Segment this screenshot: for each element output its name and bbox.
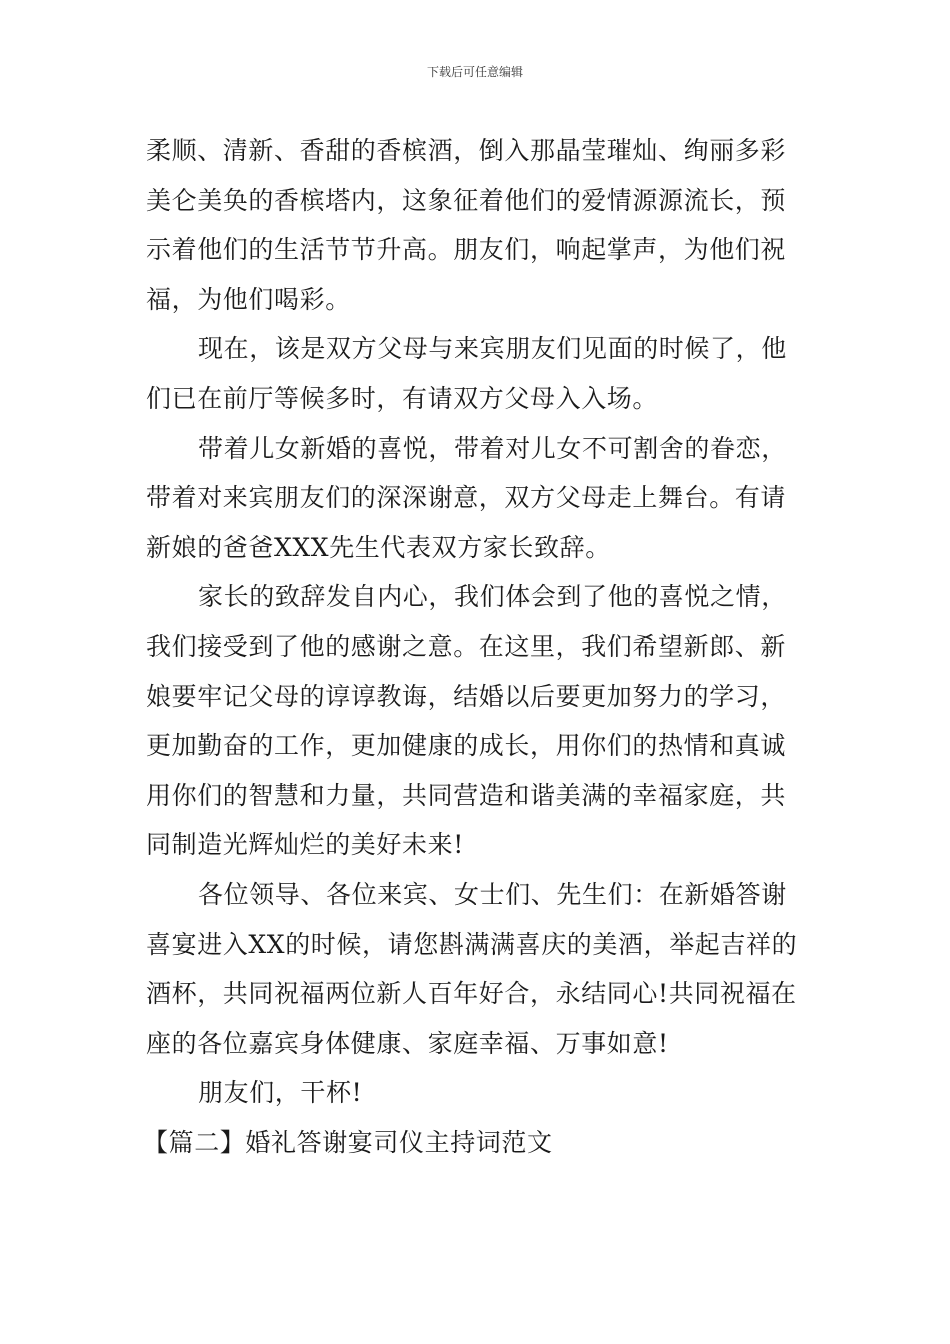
document-body [143,126,810,1167]
text-line: 喜宴进入XX的时候，请您斟满满喜庆的美酒，举起吉祥的 [146,929,798,959]
text-line: 示着他们的生活节节升高。朋友们，响起掌声，为他们祝 [146,235,787,265]
text-line: 家长的致辞发自内心，我们体会到了他的喜悦之情， [198,582,787,612]
text-line: 更加勤奋的工作，更加健康的成长，用你们的热情和真诚 [146,731,787,761]
text-line: 同制造光辉灿烂的美好未来! [146,830,464,860]
text-line: 用你们的智慧和力量，共同营造和谐美满的幸福家庭，共 [146,780,787,810]
text-line: 娘要牢记父母的谆谆教诲，结婚以后要更加努力的学习， [146,681,787,711]
text-line: 带着对来宾朋友们的深深谢意，双方父母走上舞台。有请 [146,483,787,513]
text-line: 我们接受到了他的感谢之意。在这里，我们希望新郎、新 [146,631,787,661]
text-line: 柔顺、清新、香甜的香槟酒，倒入那晶莹璀灿、绚丽多彩 [146,136,787,165]
text-line: 们已在前厅等候多时，有请双方父母入入场。 [146,383,659,413]
text-line: 福，为他们喝彩。 [146,284,351,314]
text-line: 朋友们，干杯! [198,1078,363,1108]
text-line: 带着儿女新婚的喜悦，带着对儿女不可割舍的眷恋， [198,433,787,463]
text-line: 新娘的爸爸XXX先生代表双方家长致辞。 [146,532,611,562]
section-heading: 【篇二】婚礼答谢宴司仪主持词范文 [143,1127,553,1157]
text-line: 现在，该是双方父母与来宾朋友们见面的时候了，他 [198,334,787,364]
page-header: 下载后可任意编辑 [426,65,523,79]
text-line: 美仑美奂的香槟塔内，这象征着他们的爱情源源流长，预 [146,185,787,215]
text-line: 各位领导、各位来宾、女士们、先生们：在新婚答谢 [198,879,787,909]
text-line: 座的各位嘉宾身体健康、家庭幸福、万事如意! [146,1028,669,1058]
text-line: 酒杯，共同祝福两位新人百年好合，永结同心!共同祝福在 [146,979,797,1009]
